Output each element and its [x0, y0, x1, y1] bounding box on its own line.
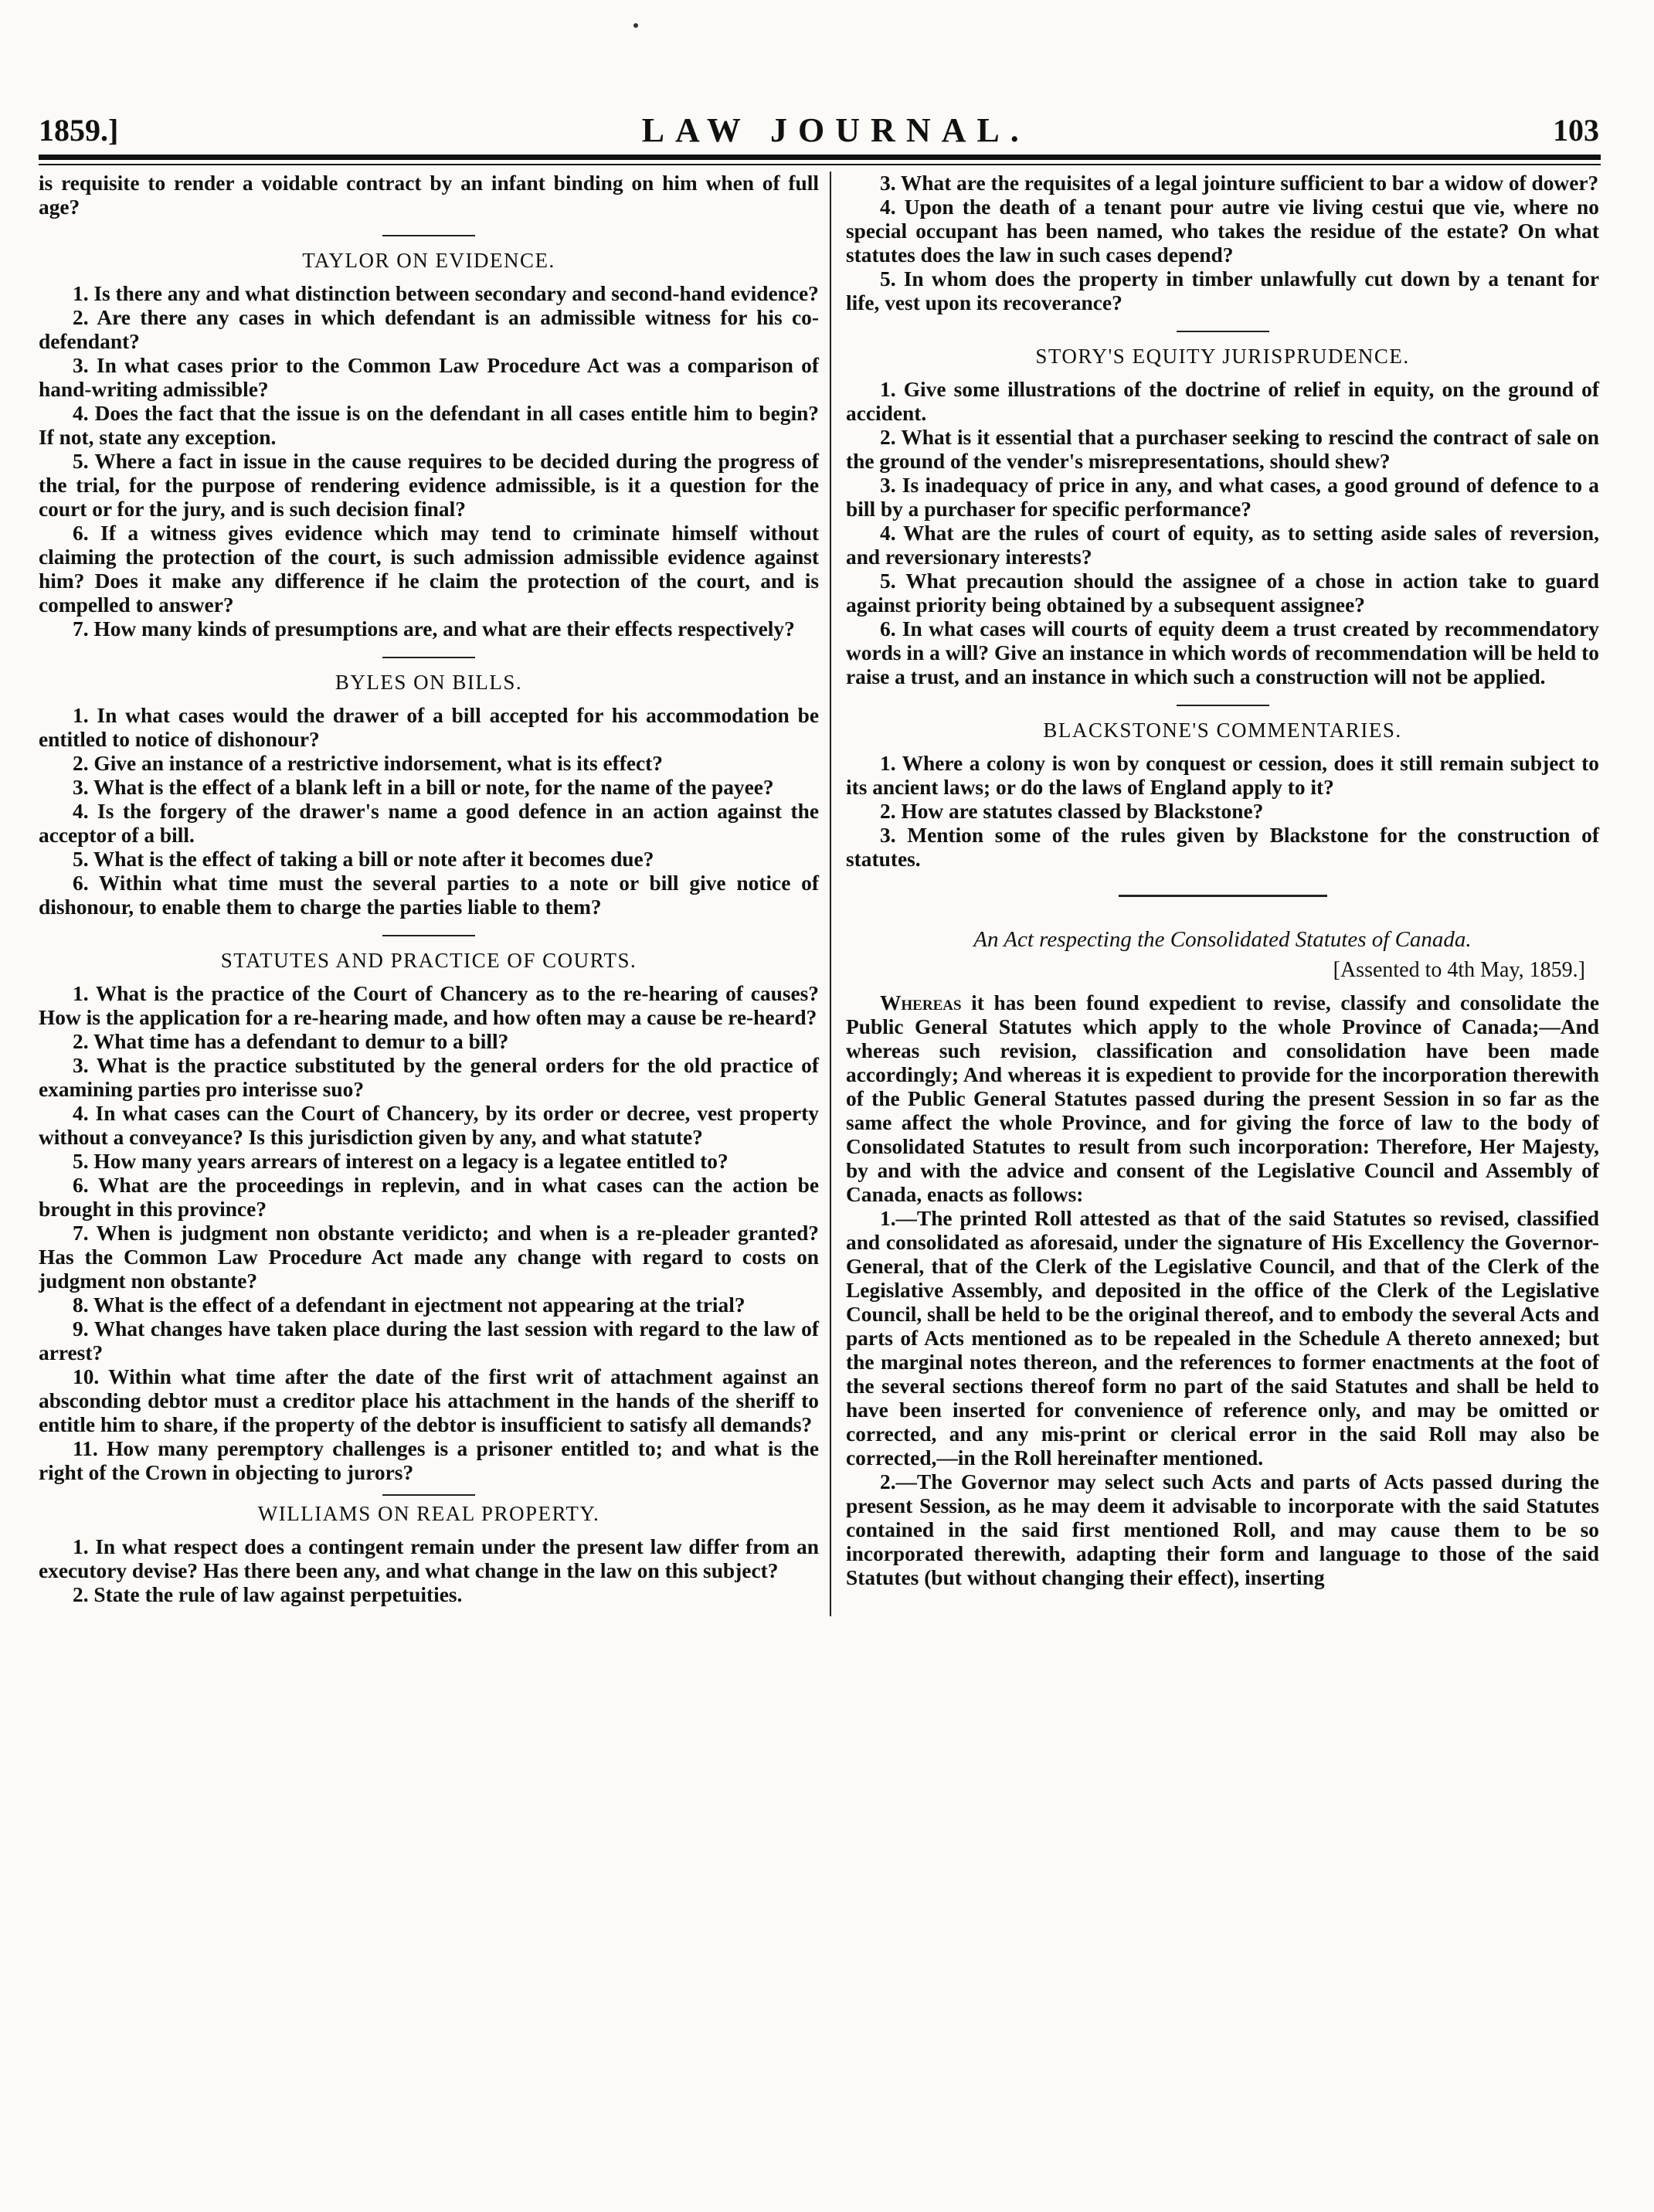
section-rule — [382, 657, 475, 658]
question: 3. What is the practice substituted by the general orders for the old practice of examining parties pro interisse suo? — [39, 1054, 819, 1101]
question: 6. In what cases will courts of equity deem a trust created by recommendatory words in a will? Give an instance in which words of recommendation will be held to raise a trust, and an instance in which such a construction will not be applied. — [846, 617, 1599, 688]
whereas-lead: Whereas — [880, 991, 962, 1014]
section-rule — [382, 235, 475, 236]
question: 7. When is judgment non obstante veridicto; and when is a re-pleader granted? Has the Common Law Procedure Act made any change with regard to costs on judgment non obstante? — [39, 1222, 819, 1293]
question: 4. What are the rules of court of equity, as to setting aside sales of reversion, and reversionary interests? — [846, 522, 1599, 569]
question: 2. Give an instance of a restrictive indorsement, what is its effect? — [73, 752, 663, 775]
question: 11. How many peremptory challenges is a prisoner entitled to; and what is the right of the Crown in objecting to jurors? — [39, 1437, 819, 1484]
right-column — [846, 172, 1599, 1590]
column-divider — [830, 172, 831, 1616]
question: 5. Where a fact in issue in the cause requires to be decided during the progress of the trial, for the purpose of rendering evidence admissible, is it a question for the court or for the jury, and is such decision final? — [39, 450, 819, 521]
question: 7. How many kinds of presumptions are, and what are their effects respectively? — [73, 617, 795, 640]
question: 2. State the rule of law against perpetuities. — [73, 1583, 463, 1606]
question: 1. In what respect does a contingent remain under the present law differ from an executory devise? Has there been any, and what change in the law on this subject? — [39, 1535, 819, 1582]
question: 1. In what cases would the drawer of a bill accepted for his accommodation be entitled to notice of dishonour? — [39, 704, 819, 751]
question: 5. In whom does the property in timber unlawfully cut down by a tenant for life, vest upon its recoverance? — [846, 267, 1599, 314]
question: 3. Mention some of the rules given by Blackstone for the construction of statutes. — [846, 824, 1599, 871]
act-title: An Act respecting the Consolidated Statutes of Canada. — [973, 927, 1472, 952]
left-column — [39, 172, 819, 1607]
question: 2. What is it essential that a purchaser seeking to rescind the contract of sale on the ground of the vender's misrepresentations, should shew? — [846, 426, 1599, 473]
question: 4. In what cases can the Court of Chancery, by its order or decree, vest property without a conveyance? Is this jurisdiction given by any, and what statute? — [39, 1102, 819, 1149]
section-rule — [382, 1494, 475, 1496]
header-rule-thin — [39, 164, 1601, 165]
question: 5. What is the effect of taking a bill or note after it becomes due? — [73, 848, 654, 871]
question: 3. What are the requisites of a legal jointure sufficient to bar a widow of dower? — [880, 172, 1599, 195]
page-header — [39, 107, 1599, 153]
question: 6. What are the proceedings in replevin, and in what cases can the action be brought in this province? — [39, 1174, 819, 1221]
question: 6. Within what time must the several parties to a note or bill give notice of dishonour, to enable them to charge the parties liable to them? — [39, 872, 819, 919]
act-section-1: 1.—The printed Roll attested as that of the said Statutes so revised, classified and consolidated as aforesaid, under the signature of His Excellency the Governor-General, that of the Clerk of the Legislative Council, and that of the Clerk of the Legislative Assembly, and deposited in the office of the Clerk of the Legislative Council, shall be held to be the original thereof, and to embody the several Acts and parts of Acts mentioned as to be repealed in the Schedule A thereto annexed; but the marginal notes thereon, and the references to former enactments at the foot of the several sections thereof form no part of the said Statutes and shall be held to have been inserted for convenience of reference only, and may be omitted or corrected, and any mis-print or clerical error in the said Roll may also be corrected,—in the Roll hereinafter mentioned. — [846, 1207, 1599, 1470]
section-title-blackstone: BLACKSTONE'S COMMENTARIES. — [1043, 719, 1402, 742]
question: 6. If a witness gives evidence which may tend to criminate himself without claiming the protection of the court, is such admission admissible evidence against him? Does it make any difference if he claim the protection of the court, and is compelled to answer? — [39, 522, 819, 617]
section-title-taylor: TAYLOR ON EVIDENCE. — [302, 249, 555, 272]
question: 4. Upon the death of a tenant pour autre vie living cestui que vie, where no special occupant has been named, who takes the residue of the estate? On what statutes does the law in such cases depend? — [846, 195, 1599, 267]
question: 1. What is the practice of the Court of Chancery as to the re-hearing of causes? How is the application for a re-hearing made, and how often may a cause be re-heard? — [39, 982, 819, 1029]
act-section-2: 2.—The Governor may select such Acts and parts of Acts passed during the present Session, as he may deem it advisable to incorporate with the said Statutes contained in the said first mentioned Roll, and may cause them to be so incorporated therewith, adapting their form and language to those of the said Statutes (but without changing their effect), inserting — [846, 1470, 1599, 1589]
question: 5. How many years arrears of interest on a legacy is a legatee entitled to? — [73, 1150, 729, 1173]
header-rule-thick — [39, 155, 1601, 160]
question: 5. What precaution should the assignee of a chose in action take to guard against priority being obtained by a subsequent assignee? — [846, 569, 1599, 617]
act-preamble — [846, 991, 1599, 1207]
section-title-story: STORY'S EQUITY JURISPRUDENCE. — [1035, 345, 1410, 368]
preamble-text: it has been found expedient to revise, classify and consolidate the Public General Statutes which apply to the whole Province of Canada;—And whereas such revision, classification and consolidation have been made accordingly; And whereas it is expedient to provide for the incorporation therewith of the Public General Statutes passed during the present Session in so far as the same affect the whole Province, and for giving the force of law to the body of Consolidated Statutes to result from such incorporation: Therefore, Her Majesty, by and with the advice and consent of the Legislative Council and Assembly of Canada, enacts as follows: — [846, 991, 1599, 1206]
section-rule — [1177, 705, 1269, 706]
question: 4. Does the fact that the issue is on the defendant in all cases entitle him to begin? If not, state any exception. — [39, 402, 819, 449]
question: 2. How are statutes classed by Blackstone? — [880, 800, 1264, 823]
question: 1. Is there any and what distinction between secondary and second-hand evidence? — [73, 282, 819, 305]
question: 10. Within what time after the date of the first writ of attachment against an absconding debtor must a creditor place his attachment in the hands of the sheriff to entitle him to share, if the property of the debtor is insufficient to satisfy all demands? — [39, 1365, 819, 1436]
question: 8. What is the effect of a defendant in ejectment not appearing at the trial? — [73, 1293, 745, 1317]
section-title-williams: WILLIAMS ON REAL PROPERTY. — [257, 1502, 600, 1525]
question: 3. Is inadequacy of price in any, and what cases, a good ground of defence to a bill by a purchaser for specific performance? — [846, 474, 1599, 521]
assent-date: [Assented to 4th May, 1859.] — [1333, 958, 1585, 982]
header-title: LAW JOURNAL. — [641, 110, 1030, 149]
question: 9. What changes have taken place during the last session with regard to the law of arrest? — [39, 1317, 819, 1364]
section-title-byles: BYLES ON BILLS. — [335, 671, 523, 694]
question: 3. In what cases prior to the Common Law Procedure Act was a comparison of hand-writing admissible? — [39, 354, 819, 401]
question: 2. What time has a defendant to demur to a bill? — [73, 1030, 509, 1053]
section-title-statutes: STATUTES AND PRACTICE OF COURTS. — [220, 949, 637, 972]
question: 1. Give some illustrations of the doctrine of relief in equity, on the ground of accident. — [846, 378, 1599, 425]
print-speck — [633, 23, 638, 28]
question: 4. Is the forgery of the drawer's name a good defence in an action against the acceptor of a bill. — [39, 800, 819, 847]
continued-question: is requisite to render a voidable contract by an infant binding on him when of full age? — [39, 172, 819, 219]
question: 1. Where a colony is won by conquest or cession, does it still remain subject to its ancient laws; or do the laws of England apply to it? — [846, 752, 1599, 799]
page-number: 103 — [1552, 112, 1599, 148]
section-rule — [1177, 331, 1269, 332]
section-rule — [382, 935, 475, 936]
header-year: 1859.] — [39, 112, 119, 148]
question: 2. Are there any cases in which defendant is an admissible witness for his co-defendant? — [39, 306, 819, 353]
act-separator-rule — [1119, 895, 1327, 897]
question: 3. What is the effect of a blank left in a bill or note, for the name of the payee? — [73, 776, 774, 799]
